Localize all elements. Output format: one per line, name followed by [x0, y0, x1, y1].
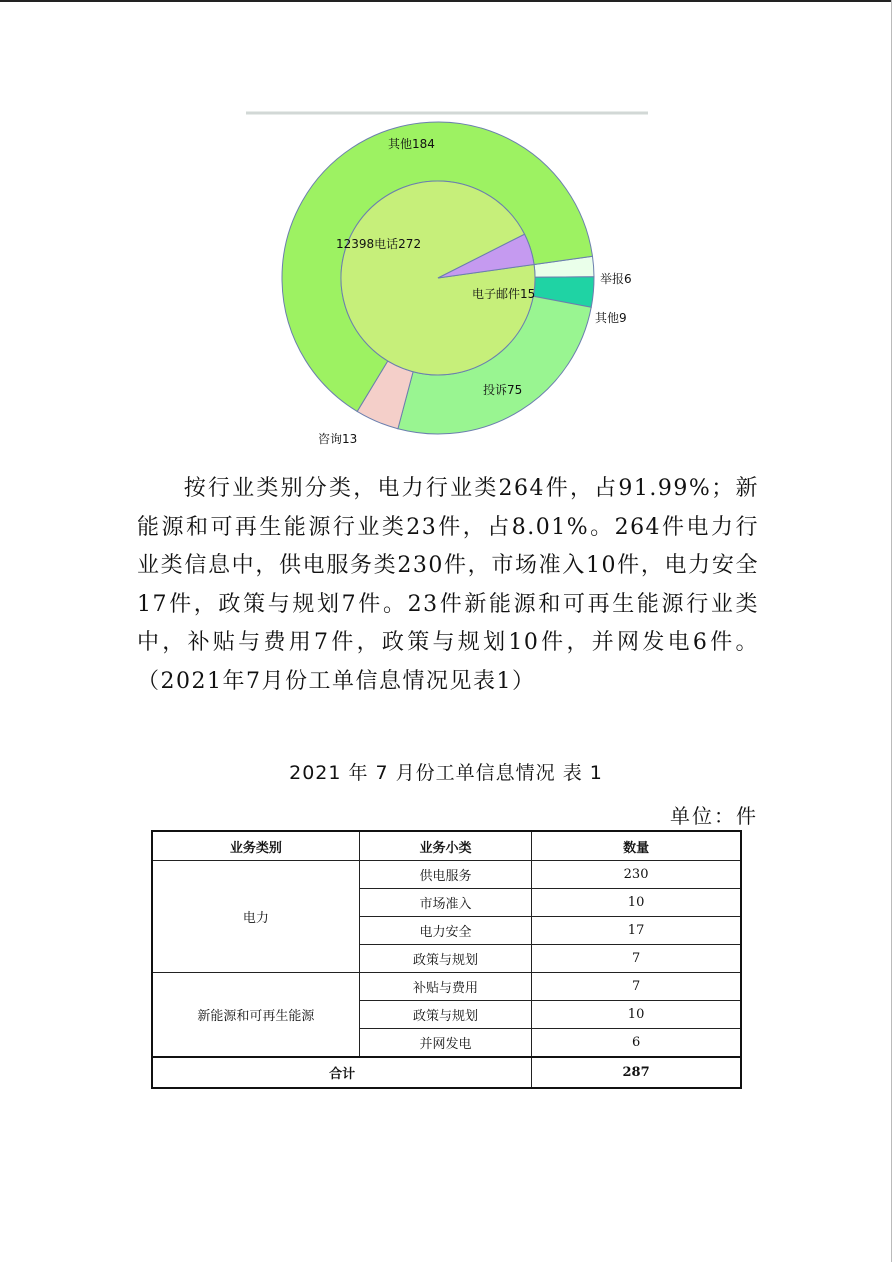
table-header-row	[152, 831, 741, 861]
total-label-cell: 合计	[152, 1057, 532, 1088]
page-top-border	[0, 0, 892, 2]
category-cell: 新能源和可再生能源	[152, 973, 359, 1058]
outer-slice-label-1: 其他9	[595, 311, 627, 325]
category-cell: 电力	[152, 861, 359, 973]
header-subcategory: 业务小类	[359, 831, 531, 861]
header-category: 业务类别	[152, 831, 359, 861]
body-paragraph	[137, 470, 759, 701]
inner-slice-label-1: 电子邮件15	[472, 287, 536, 301]
donut-chart	[240, 100, 660, 460]
count-cell: 10	[532, 889, 741, 917]
count-cell: 7	[532, 973, 741, 1001]
outer-slice-label-2: 投诉75	[483, 383, 523, 397]
work-order-table	[151, 830, 742, 1089]
unit-label: 单位：件	[670, 804, 758, 828]
header-count: 数量	[532, 831, 741, 861]
table-row	[152, 973, 741, 1001]
count-cell: 230	[532, 861, 741, 889]
subcategory-cell: 补贴与费用	[359, 973, 531, 1001]
outer-slice-label-4: 其他184	[388, 137, 435, 151]
count-cell: 7	[532, 945, 741, 973]
inner-slice-label-0: 12398电话272	[336, 237, 422, 251]
count-cell: 10	[532, 1001, 741, 1029]
table-title: 2021 年 7 月份工单信息情况 表 1	[289, 762, 603, 784]
paragraph-text: 按行业类别分类，电力行业类264件，占91.99%；新能源和可再生能源行业类23件，占8.01%。264件电力行业类信息中，供电服务类230件，市场准入10件，电力安全17件，政策与规划7件。23件新能源和可再生能源行业类中，补贴与费用7件，政策与规划10件，并网发电6件。（2021年7月份工单信息情况见表1）	[137, 476, 759, 694]
subcategory-cell: 电力安全	[359, 917, 531, 945]
count-cell: 17	[532, 917, 741, 945]
outer-slice-label-0: 举报6	[600, 272, 632, 286]
outer-slice-label-3: 咨询13	[318, 432, 358, 446]
table-total-row	[152, 1057, 741, 1088]
subcategory-cell: 供电服务	[359, 861, 531, 889]
inner-ring	[341, 181, 535, 375]
subcategory-cell: 并网发电	[359, 1029, 531, 1058]
count-cell: 6	[532, 1029, 741, 1058]
subcategory-cell: 政策与规划	[359, 945, 531, 973]
total-value-cell: 287	[532, 1057, 741, 1088]
donut-chart-svg	[240, 100, 660, 460]
subcategory-cell: 政策与规划	[359, 1001, 531, 1029]
table-row	[152, 861, 741, 889]
subcategory-cell: 市场准入	[359, 889, 531, 917]
